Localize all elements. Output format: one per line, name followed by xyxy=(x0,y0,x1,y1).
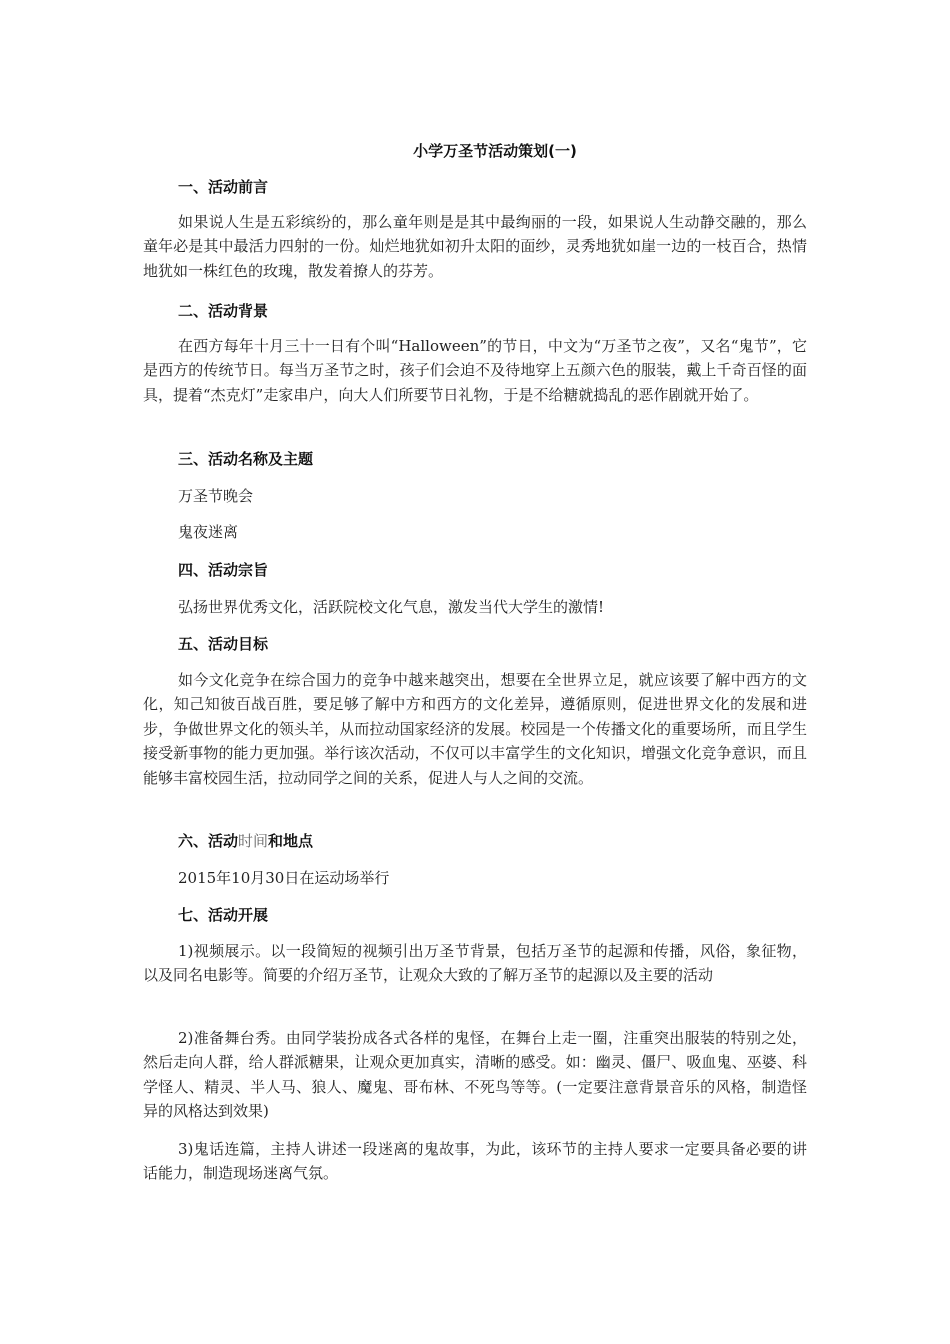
text-time-place: 2015年10月30日在运动场举行 xyxy=(178,869,390,887)
heading-background: 二、活动背景 xyxy=(178,302,269,320)
heading-purpose: 四、活动宗旨 xyxy=(178,561,269,579)
paragraph-preface: 如果说人生是五彩缤纷的，那么童年则是是其中最绚丽的一段，如果说人生动静交融的，那么童年必是其中最活力四射的一份。灿烂地犹如初升太阳的面纱，灵秀地犹如崖一边的一枝百合，热情地犹如一株红色的玫瑰，散发着撩人的芬芳。 xyxy=(143,213,807,280)
paragraph-activity-stage-show: 2)准备舞台秀。由同学装扮成各式各样的鬼怪，在舞台上走一圈，注重突出服装的特别之处，然后走向人群，给人群派糖果，让观众更加真实，清晰的感受。如：幽灵、僵尸、吸血鬼、巫婆、科学怪人、精灵、半人马、狼人、魔鬼、哥布林、不死鸟等等。(一定要注意背景音乐的风格，制造怪异的风格达到效果) xyxy=(143,1029,807,1121)
paragraph-activity-ghost-stories: 3)鬼话连篇，主持人讲述一段迷离的鬼故事，为此，该环节的主持人要求一定要具备必要的讲话能力，制造现场迷离气氛。 xyxy=(143,1140,807,1183)
heading-preface: 一、活动前言 xyxy=(178,178,269,196)
heading-name-theme: 三、活动名称及主题 xyxy=(178,450,314,468)
paragraph-goals: 如今文化竞争在综合国力的竞争中越来越突出，想要在全世界立足，就应该要了解中西方的文化，知己知彼百战百胜，要足够了解中方和西方的文化差异，遵循原则，促进世界文化的发展和进步，争做世界文化的领头羊，从而拉动国家经济的发展。校园是一个传播文化的重要场所，而且学生接受新事物的能力更加强。举行该次活动，不仅可以丰富学生的文化知识，增强文化竞争意识，而且能够丰富校园生活，拉动同学之间的关系，促进人与人之间的交流。 xyxy=(143,671,807,787)
heading-time-place-part-c: 和地点 xyxy=(268,832,314,850)
heading-time-place xyxy=(178,830,313,852)
document-title: 小学万圣节活动策划(一) xyxy=(413,142,577,160)
heading-goals: 五、活动目标 xyxy=(178,635,269,653)
heading-time-place-part-b: 时间 xyxy=(238,832,269,850)
heading-time-place-part-a: 六、活动 xyxy=(178,832,239,850)
text-event-theme: 鬼夜迷离 xyxy=(178,523,239,541)
text-event-name: 万圣节晚会 xyxy=(178,487,254,505)
text-purpose: 弘扬世界优秀文化，活跃院校文化气息，激发当代大学生的激情! xyxy=(178,598,605,616)
paragraph-activity-video: 1)视频展示。以一段简短的视频引出万圣节背景，包括万圣节的起源和传播，风俗，象征物，以及同名电影等。简要的介绍万圣节，让观众大致的了解万圣节的起源以及主要的活动 xyxy=(143,942,807,985)
heading-activities: 七、活动开展 xyxy=(178,906,269,924)
paragraph-background: 在西方每年十月三十一日有个叫“Halloween”的节日，中文为“万圣节之夜”，又名“鬼节”，它是西方的传统节日。每当万圣节之时，孩子们会迫不及待地穿上五颜六色的服装，戴上千奇百怪的面具，提着“杰克灯”走家串户，向大人们所要节日礼物，于是不给糖就捣乱的恶作剧就开始了。 xyxy=(143,337,807,404)
